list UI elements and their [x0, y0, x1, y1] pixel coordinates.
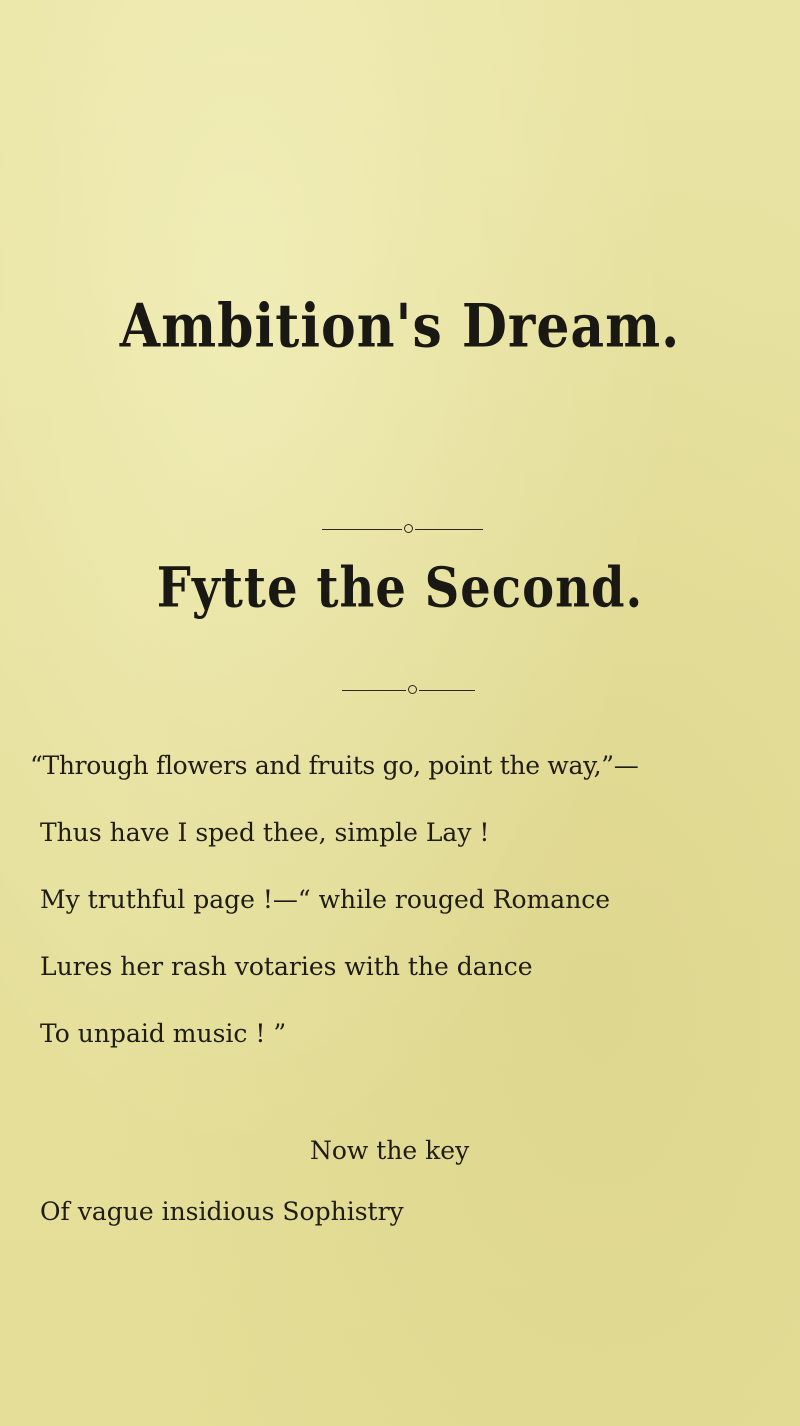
verse-line: To unpaid music ! ”: [40, 1019, 287, 1048]
ornament-circle-icon: [404, 524, 413, 533]
ornamental-rule-left: [342, 690, 406, 691]
verse-line: My truthful page !—“ while rouged Romance: [40, 885, 611, 914]
section-title: Fytte the Second.: [156, 555, 644, 621]
ornamental-rule-right: [419, 690, 475, 691]
ornamental-rule-right: [415, 529, 483, 530]
verse-line: Thus have I sped thee, simple Lay !: [40, 818, 490, 847]
verse-line: “Through flowers and fruits go, point the way,”—: [30, 751, 639, 780]
verse-line: Now the key: [310, 1136, 470, 1165]
verse-line: Lures her rash votaries with the dance: [40, 952, 533, 981]
ornament-circle-icon: [408, 685, 417, 694]
page-title: Ambition's Dream.: [119, 291, 681, 362]
verse-line: Of vague insidious Sophistry: [40, 1197, 404, 1226]
ornamental-rule-left: [322, 529, 402, 530]
